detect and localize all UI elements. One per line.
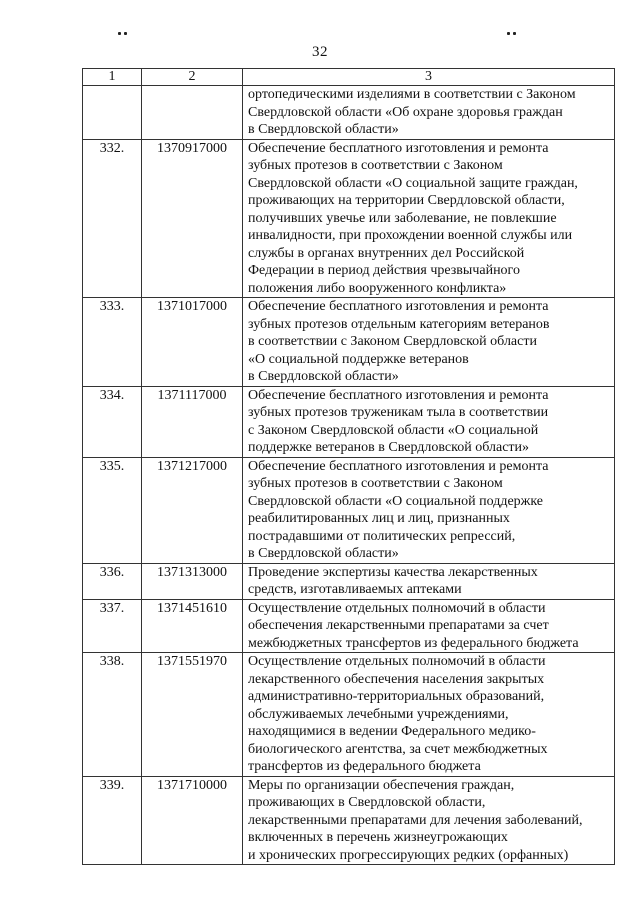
row-code: 1371117000: [142, 386, 243, 457]
table-row: [83, 653, 615, 777]
row-code: 1371017000: [142, 298, 243, 387]
row-code: 1371710000: [142, 776, 243, 865]
row-code: 1371551970: [142, 653, 243, 777]
row-code: 1371313000: [142, 563, 243, 599]
row-code: 1371451610: [142, 599, 243, 653]
row-code: 1370917000: [142, 139, 243, 298]
row-description: Осуществление отдельных полномочий в области лекарственного обеспечения населения закрытых административно-территориальных образований, обслуживаемых лечебными учреждениями, находящимися в ведении Федерального медико- биологического агентства, за счет межбюджетных трансфертов из федерального бюджета: [243, 653, 615, 777]
table-row: [83, 386, 615, 457]
row-code: 1371217000: [142, 457, 243, 563]
budget-classification-table: [82, 68, 615, 865]
row-description: Меры по организации обеспечения граждан, проживающих в Свердловской области, лекарственными препаратами для лечения заболеваний, включенных в перечень жизнеугрожающих и хронических прогрессирующих редких (орфанных): [243, 776, 615, 865]
row-code: [142, 86, 243, 140]
row-number: [83, 86, 142, 140]
header-col-2: 2: [142, 69, 243, 86]
row-description: Обеспечение бесплатного изготовления и ремонта зубных протезов в соответствии с Законом Свердловской области «О социальной поддержке реабилитированных лиц и лиц, признанных пострадавшими от политических репрессий, в Свердловской области»: [243, 457, 615, 563]
row-number: 336.: [83, 563, 142, 599]
header-col-3: 3: [243, 69, 615, 86]
page-number: 32: [312, 44, 328, 60]
row-description: Проведение экспертизы качества лекарственных средств, изготавливаемых аптеками: [243, 563, 615, 599]
table-row: [83, 298, 615, 387]
scan-mark-right: [507, 22, 521, 28]
row-description: Осуществление отдельных полномочий в области обеспечения лекарственными препаратами за счет межбюджетных трансфертов из федерального бюджета: [243, 599, 615, 653]
row-number: 334.: [83, 386, 142, 457]
table-row: [83, 457, 615, 563]
header-row: [83, 69, 615, 86]
row-number: 333.: [83, 298, 142, 387]
row-description: Обеспечение бесплатного изготовления и ремонта зубных протезов отдельным категориям ветеранов в соответствии с Законом Свердловской области «О социальной поддержке ветеранов в Свердловской области»: [243, 298, 615, 387]
table-row: [83, 563, 615, 599]
row-description: Обеспечение бесплатного изготовления и ремонта зубных протезов в соответствии с Законом Свердловской области «О социальной защите граждан, проживающих на территории Свердловской области, получивших увечье или заболевание, не повлекшие инвалидности, при прохождении военной службы или службы в органах внутренних дел Российской Федерации в период действия чрезвычайного положения либо вооруженного конфликта»: [243, 139, 615, 298]
row-number: 332.: [83, 139, 142, 298]
table-row: [83, 776, 615, 865]
row-description: Обеспечение бесплатного изготовления и ремонта зубных протезов труженикам тыла в соответствии с Законом Свердловской области «О социальной поддержке ветеранов в Свердловской области»: [243, 386, 615, 457]
table-row: [83, 86, 615, 140]
table-row: [83, 599, 615, 653]
row-number: 337.: [83, 599, 142, 653]
row-description: ортопедическими изделиями в соответствии с Законом Свердловской области «Об охране здоровья граждан в Свердловской области»: [243, 86, 615, 140]
row-number: 339.: [83, 776, 142, 865]
header-col-1: 1: [83, 69, 142, 86]
table-row: [83, 139, 615, 298]
row-number: 338.: [83, 653, 142, 777]
scan-mark-left: [118, 22, 132, 28]
row-number: 335.: [83, 457, 142, 563]
